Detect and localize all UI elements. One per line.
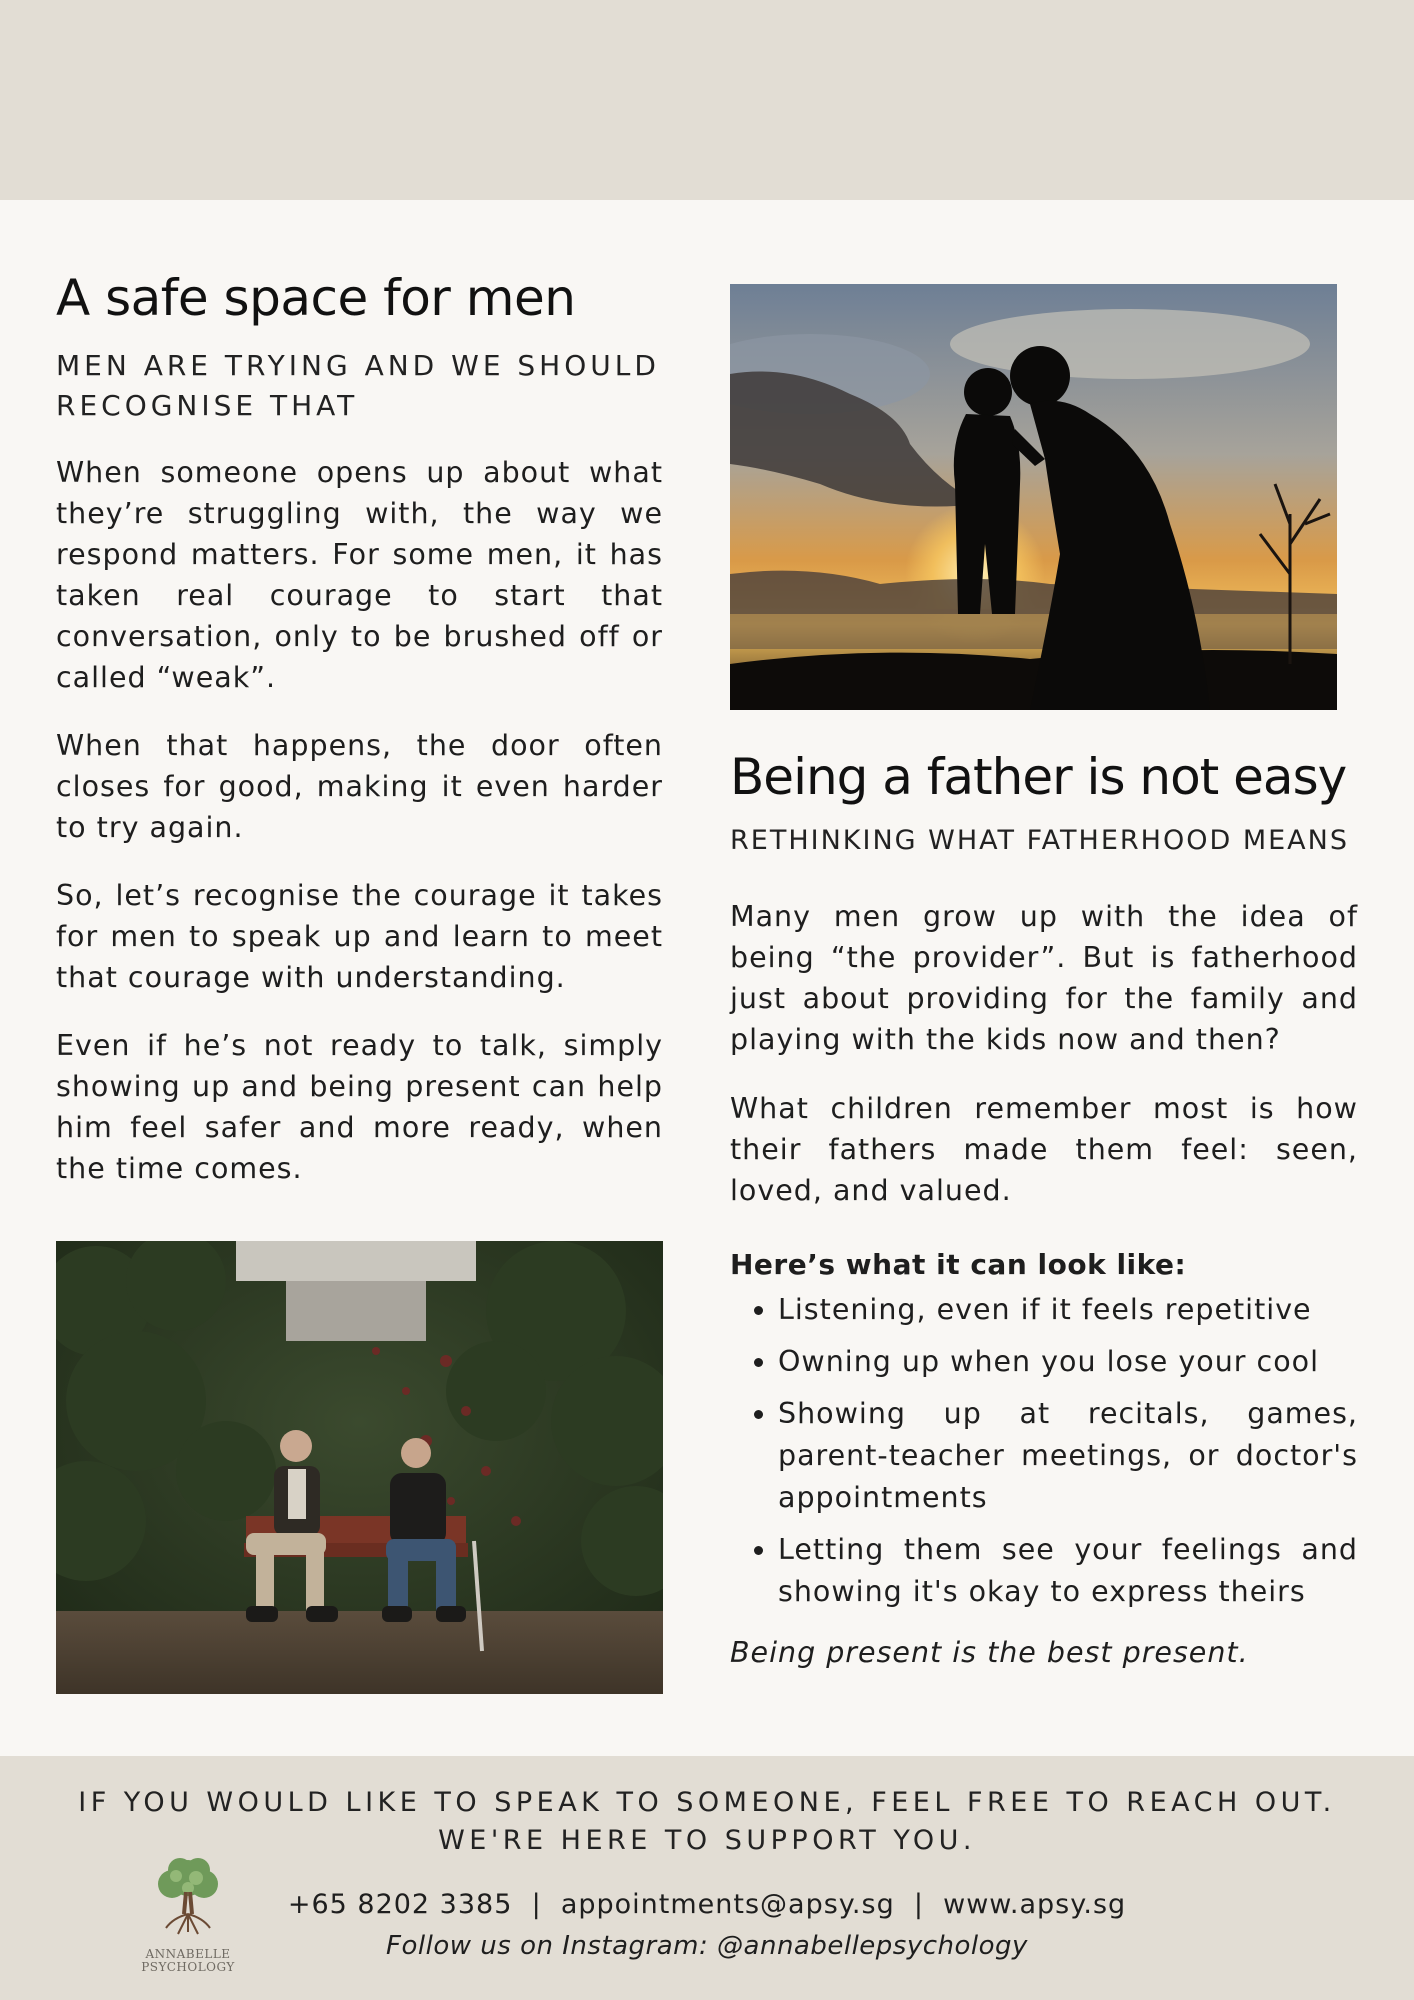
- left-column: [56, 266, 663, 1694]
- list-item-text: Letting them see your feelings and showing it's okay to express theirs: [778, 1533, 1358, 1608]
- left-paragraph-2: When that happens, the door often closes for good, making it even harder to try again.: [56, 729, 663, 844]
- left-paragraph-3: So, let’s recognise the courage it takes for men to speak up and learn to meet that courage with understanding.: [56, 879, 663, 994]
- bullet-icon: [754, 1306, 763, 1315]
- logo-line-2: PSYCHOLOGY: [141, 1960, 235, 1974]
- cta-line-1: IF YOU WOULD LIKE TO SPEAK TO SOMEONE, FEEL FREE TO REACH OUT.: [78, 1787, 1336, 1818]
- top-band: [0, 0, 1414, 200]
- list-item: [730, 1393, 1358, 1519]
- cta-line-2: WE'RE HERE TO SUPPORT YOU.: [438, 1825, 976, 1856]
- right-column: [730, 284, 1358, 1673]
- bullet-icon: [754, 1546, 763, 1555]
- right-paragraph-1: Many men grow up with the idea of being “the provider”. But is fatherhood just about providing for the family and playing with the kids now and then?: [730, 900, 1358, 1056]
- logo-line-1: ANNABELLE: [145, 1947, 231, 1961]
- right-subtitle: RETHINKING WHAT FATHERHOOD MEANS: [730, 825, 1349, 856]
- photo-father-and-son-sunset: [730, 284, 1337, 710]
- left-paragraph-4: Even if he’s not ready to talk, simply showing up and being present can help him feel safer and more ready, when the time comes.: [56, 1029, 663, 1185]
- right-title: Being a father is not easy: [730, 748, 1347, 806]
- left-subtitle: [56, 346, 663, 426]
- closing-line: Being present is the best present.: [730, 1636, 1249, 1669]
- list-item: [730, 1529, 1358, 1613]
- left-title: A safe space for men: [56, 269, 576, 327]
- left-paragraph-1: When someone opens up about what they’re struggling with, the way we respond matters. For some men, it has taken real courage to start that conversation, only to be brushed off or called “weak”.: [56, 456, 663, 694]
- bullet-icon: [754, 1410, 763, 1419]
- fatherhood-list: [730, 1289, 1358, 1613]
- left-subtitle-line1: MEN ARE TRYING AND WE SHOULD: [56, 349, 660, 382]
- list-item: [730, 1289, 1358, 1331]
- instagram-handle: Follow us on Instagram: @annabellepsychology: [386, 1931, 1028, 1961]
- bullet-icon: [754, 1358, 763, 1367]
- list-heading: Here’s what it can look like:: [730, 1248, 1187, 1281]
- left-subtitle-line2: RECOGNISE THAT: [56, 389, 359, 422]
- photo-men-on-bench: [56, 1241, 663, 1694]
- list-item-text: Showing up at recitals, games, parent-teacher meetings, or doctor's appointments: [778, 1397, 1358, 1514]
- footer: [0, 1756, 1414, 2000]
- main-content: [0, 200, 1414, 1756]
- list-item-text: Owning up when you lose your cool: [778, 1345, 1320, 1378]
- right-paragraph-2: What children remember most is how their fathers made them feel: seen, loved, and valued.: [730, 1092, 1358, 1207]
- list-item: [730, 1341, 1358, 1383]
- list-item-text: Listening, even if it feels repetitive: [778, 1293, 1312, 1326]
- contact-details: +65 8202 3385 | appointments@apsy.sg | www.apsy.sg: [287, 1889, 1127, 1920]
